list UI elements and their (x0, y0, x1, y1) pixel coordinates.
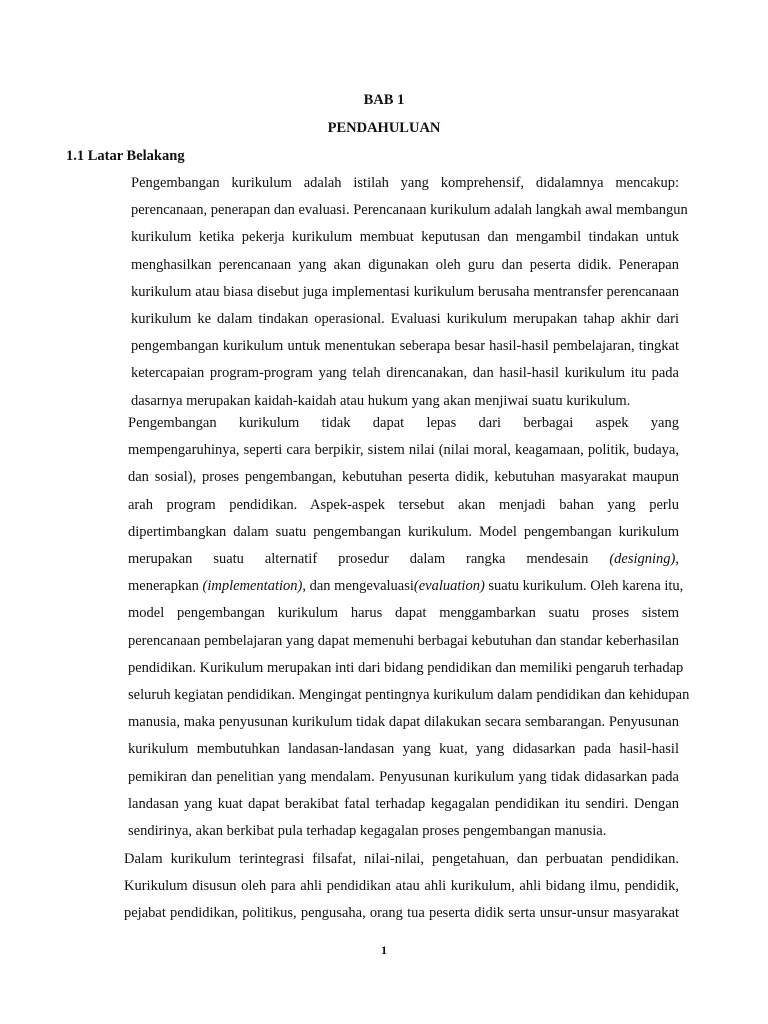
paragraph-line: menghasilkan perencanaan yang akan digunakan oleh guru dan peserta didik. Penerapan (131, 256, 679, 273)
paragraph-line: perencanaan pembelajaran yang dapat memenuhi berbagai kebutuhan dan standar keberhasilan (128, 632, 679, 649)
italic-term: (implementation) (202, 578, 303, 595)
line-text: , dan mengevaluasi (302, 578, 414, 595)
italic-term: (designing) (609, 551, 676, 568)
paragraph-1 (91, 170, 688, 415)
paragraph-line: Pengembangan kurikulum tidak dapat lepas dari berbagai aspek yang (128, 415, 679, 431)
paragraph-line: landasan yang kuat dapat berakibat fatal terhadap kegagalan pendidikan itu sendiri. Dengan (128, 795, 679, 812)
paragraph-line: arah program pendidikan. Aspek-aspek tersebut akan menjadi bahan yang perlu (128, 496, 679, 513)
paragraph-line: pejabat pendidikan, politikus, pengusaha, orang tua peserta didik serta unsur-unsur masyarakat (124, 905, 679, 922)
paragraph-line: kurikulum atau biasa disebut juga implementasi kurikulum berusaha mentransfer perencanaan (131, 283, 679, 300)
paragraph-line: kurikulum ketika pekerja kurikulum membuat keputusan dan mengambil tindakan untuk (131, 229, 679, 246)
paragraph-line: Kurikulum disusun oleh para ahli pendidikan atau ahli kurikulum, ahli bidang ilmu, pendidik, (124, 878, 679, 895)
italic-term: (evaluation) (413, 578, 485, 595)
paragraph-line: ketercapaian program-program yang telah direncanakan, dan hasil-hasil kurikulum itu pada (131, 365, 679, 382)
paragraph-2 (91, 410, 690, 845)
paragraph-line: Dalam kurikulum terintegrasi filsafat, nilai-nilai, pengetahuan, dan perbuatan pendidikan. (124, 851, 679, 867)
paragraph-line: kurikulum ke dalam tindakan operasional. Evaluasi kurikulum merupakan tahap akhir dari (131, 311, 679, 328)
paragraph-line (91, 573, 684, 600)
line-text: suatu kurikulum. Oleh karena itu, (484, 578, 684, 595)
page-number: 1 (381, 943, 387, 957)
section-heading: 1.1 Latar Belakang (66, 148, 185, 164)
paragraph-line: pengembangan kurikulum untuk menentukan seberapa besar hasil-hasil pembelajaran, tingkat (131, 338, 679, 355)
paragraph-line (91, 546, 679, 573)
paragraph-3 (91, 846, 679, 928)
paragraph-line: mempengaruhinya, seperti cara berpikir, sistem nilai (nilai moral, keagamaan, politik, budaya, (128, 442, 679, 459)
paragraph-line: perencanaan, penerapan dan evaluasi. Perencanaan kurikulum adalah langkah awal membangun (131, 202, 688, 219)
paragraph-line: dan sosial), proses pengembangan, kebutuhan peserta didik, kebutuhan masyarakat maupun (128, 469, 679, 486)
line-text: , (675, 551, 679, 568)
paragraph-line: kurikulum membutuhkan landasan-landasan yang kuat, yang didasarkan pada hasil-hasil (128, 741, 679, 758)
paragraph-line: pendidikan. Kurikulum merupakan inti dari bidang pendidikan dan memiliki pengaruh terhadap (128, 659, 684, 676)
paragraph-line: sendirinya, akan berkibat pula terhadap kegagalan proses pengembangan manusia. (128, 823, 607, 840)
line-text: menerapkan (128, 578, 203, 595)
paragraph-line: pemikiran dan penelitian yang mendalam. Penyusunan kurikulum yang tidak didasarkan pada (128, 768, 679, 785)
line-text: merupakan suatu alternatif prosedur dalam rangka mendesain (128, 551, 610, 568)
paragraph-line: dasarnya merupakan kaidah-kaidah atau hukum yang akan menjiwai suatu kurikulum. (131, 392, 631, 409)
paragraph-line: manusia, maka penyusunan kurikulum tidak dapat dilakukan secara sembarangan. Penyusunan (128, 714, 679, 731)
paragraph-line: seluruh kegiatan pendidikan. Mengingat pentingnya kurikulum dalam pendidikan dan kehidupan (128, 687, 690, 704)
paragraph-line: dipertimbangkan dalam suatu pengembangan kurikulum. Model pengembangan kurikulum (128, 523, 679, 540)
paragraph-line: model pengembangan kurikulum harus dapat menggambarkan suatu proses sistem (128, 605, 679, 622)
paragraph-line: Pengembangan kurikulum adalah istilah yang komprehensif, didalamnya mencakup: (131, 175, 679, 191)
chapter-title: PENDAHULUAN (327, 120, 441, 136)
chapter-number: BAB 1 (363, 92, 405, 108)
